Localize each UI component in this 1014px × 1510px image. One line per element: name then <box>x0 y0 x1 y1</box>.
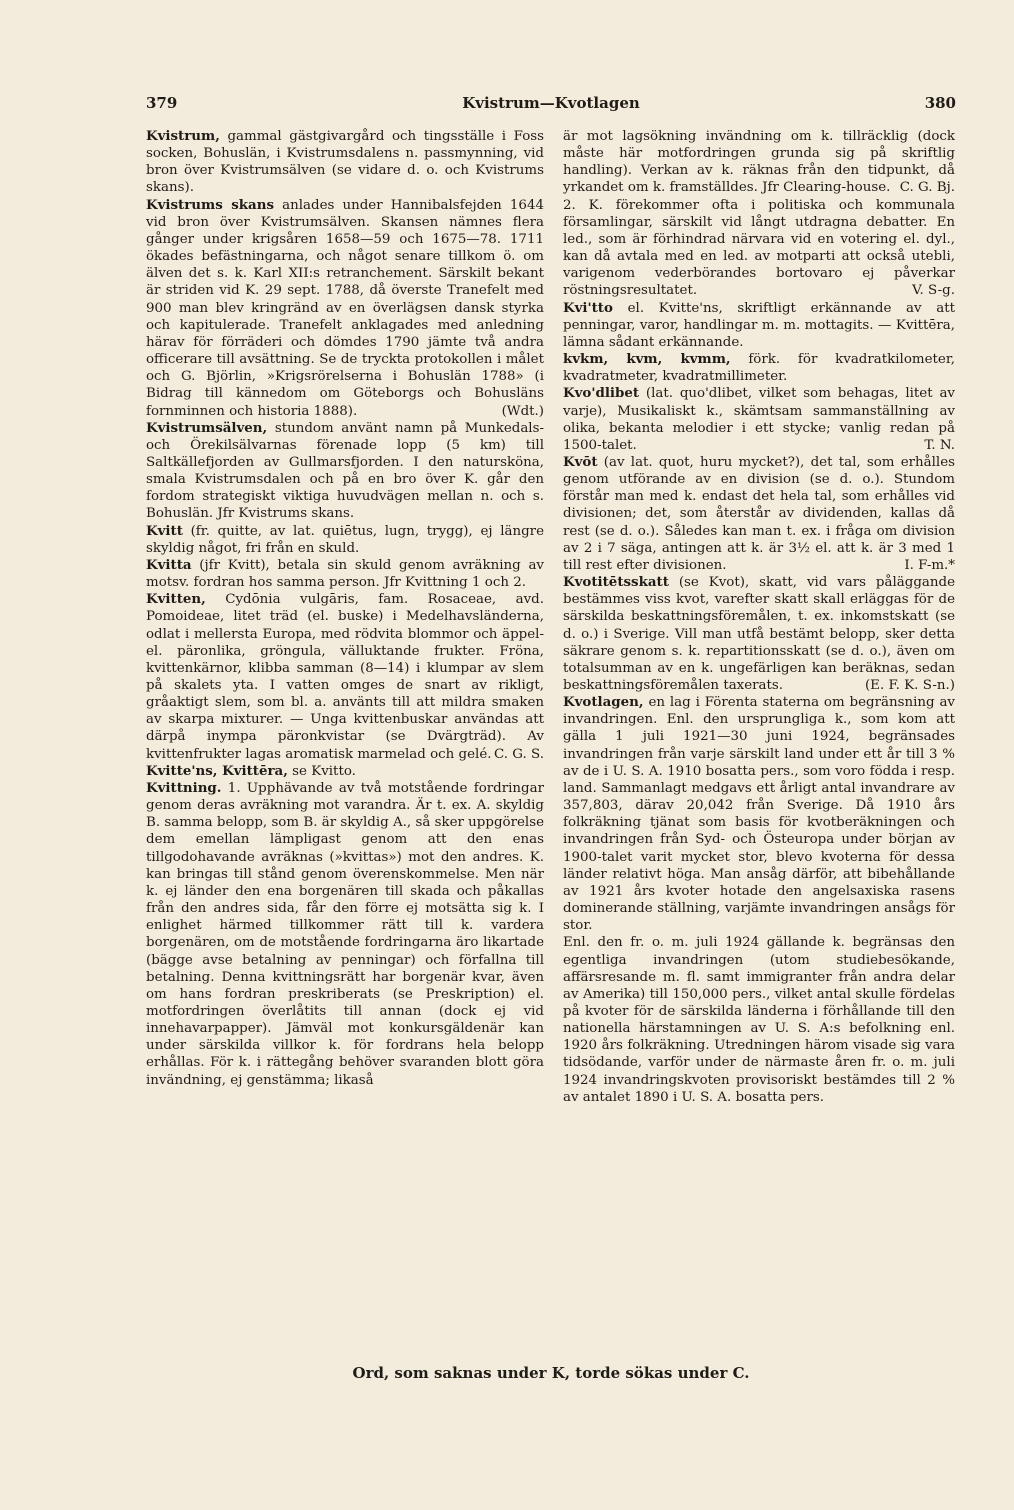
entry-text: 2. K. förekommer ofta i politiska och kommunala församlingar, särskilt vid långt utdragna debatter. En led., som är förhindrad närvara vid en votering el. dyl., kan då avtala med en led. av motparti att också utebli, varigenom vederbörandes bortovaro ej påverkar röstningsresultatet. <box>563 197 955 299</box>
article-entry <box>146 420 544 523</box>
article-entry <box>563 934 955 1106</box>
entry-text: är mot lagsökning invändning om k. tillräcklig (dock måste här motfordringen grunda sig på skriftlig handling). Verkan av k. räknas från den tidpunkt, då yrkandet om k. framställdes. Jfr Clearing-house. <box>563 129 955 196</box>
entry-headword: Kvotlagen, <box>563 694 644 711</box>
entry-text: Enl. den fr. o. m. juli 1924 gällande k. begränsas den egentliga invandringen (utom studiebesökande, affärsresande m. fl. samt immigranter från andra delar av Amerika) till 150,000 pers., vilket antal skulle fördelas på kvoter för de särskilda länderna i förhållande till den nationella härstamningen av U. S. A:s befolkning enl. 1920 års folkräkning. Utredningen härom visade sig vara tidsödande, varför under de närmaste åren fr. o. m. juli 1924 invandringskvoten provisoriskt bestämdes till 2 % av antalet 1890 i U. S. A. bosatta pers. <box>563 935 955 1105</box>
entry-headword: Kvōt <box>563 453 598 470</box>
author-signature: T. N. <box>924 437 955 453</box>
article-entry <box>146 557 544 591</box>
author-signature: I. F-m.* <box>904 557 955 573</box>
entry-text: en lag i Förenta staterna om begränsning av invandringen. Enl. den ursprungliga k., som kom att gälla 1 juli 1921—30 juni 1924, begränsades invandringen från varje särskilt land under ett år till 3 % av de i U. S. A. 1910 bosatta pers., som voro födda i resp. land. Sammanlagt medgavs ett årligt antal invandrare av 357,803, därav 20,042 från Sverige. Då 1910 års folkräkning tjänat som basis för kvotberäkningen och invandringen från Syd- och Östeuropa under början av 1900-talet varit mycket stor, blevo kvoterna för dessa länder relativt höga. Man ansåg därför, att bibehållande av 1921 års kvoter hotade den angelsaxiska rasens dominerande ställning, varjämte invandringen ansågs för stor. <box>563 695 956 934</box>
article-entry <box>563 197 955 300</box>
article-entry <box>146 128 544 197</box>
entry-text: (se Kvot), skatt, vid vars påläggande bestämmes viss kvot, varefter skatt skall erläggas för de särskilda beskattningsföremålen, t. ex. inkomstskatt (se d. o.) i Sverige. Vill man utfå bestämt belopp, sker detta säkrare genom s. k. repartitionsskatt (se d. o.), även om totalsumman av en k. ungefärligen kan beräknas, sedan beskattningsföremålen taxerats. <box>563 575 956 693</box>
entry-headword: Kvi'tto <box>563 299 613 316</box>
article-entry <box>563 300 955 351</box>
entry-text: gammal gästgivargård och tingsställe i Foss socken, Bohuslän, i Kvistrumsdalens n. passmynning, vid bron över Kvistrumsälven (se vidare d. o. och Kvistrums skans). <box>146 129 544 196</box>
article-entry <box>146 523 544 557</box>
entry-headword: Kvitt <box>146 522 183 539</box>
entry-headword: Kvistrumsälven, <box>146 419 268 436</box>
entry-text: förk. för kvadratkilometer, kvadratmeter, kvadratmillimeter. <box>563 352 956 385</box>
article-entry <box>146 591 544 763</box>
article-entry <box>146 197 544 420</box>
article-entry <box>563 574 955 694</box>
footer-note: Ord, som saknas under K, torde sökas under C. <box>352 1364 750 1382</box>
entry-headword: Kvotitētsskatt <box>563 574 669 591</box>
right-column <box>563 128 955 1106</box>
entry-text: 1. Upphävande av två motstående fordringar genom deras avräkning mot varandra. Är t. ex. A. skyldig B. samma belopp, som B. är skyldig A., så sker uppgörelse dem emellan lämpligast genom att den enas tillgodohavande avräknas (»kvittas») mot den andres. K. kan bringas till stånd genom överenskommelse. Men när k. ej länder den ena borgenären till skada och påkallas från den andres sida, får den förre ej motsätta sig k. I enlighet härmed tillkommer rätt till k. vardera borgenären, om de motstående fordringarna äro likartade (bägge avse betalning av penningar) och förfallna till betalning. Denna kvittningsrätt har borgenär kvar, även om hans fordran preskriberats (se Preskription) el. motfordringen överlåtits till annan (dock ej vid innehavarpapper). Jämväl mot konkursgäldenär kan under särskilda villkor k. för fordrans hela belopp erhållas. För k. i rättegång behöver svaranden blott göra invändning, ej genstämma; likaså <box>146 780 545 1088</box>
entry-headword: Kvistrum, <box>146 128 220 144</box>
entry-text: (av lat. quot, huru mycket?), det tal, som erhålles genom utförande av en division (se d. o.). Stundom förstår man med k. endast det hela tal, som erhålles vid divisionen; det, som återstår av dividenden, kallas då rest (se d. o.). Således kan man t. ex. i fråga om division av 2 i 7 säga, antingen att k. är 3½ el. att k. är 3 med 1 till rest efter divisionen. <box>563 454 955 573</box>
entry-text: (fr. quitte, av lat. quiētus, lugn, trygg), ej längre skyldig något, fri från en skuld. <box>146 523 544 556</box>
page-number-left: 379 <box>146 94 178 112</box>
article-entry <box>563 694 955 934</box>
page-header <box>146 94 956 116</box>
page-number-right: 380 <box>924 94 956 112</box>
entry-text: anlades under Hannibalsfejden 1644 vid bron över Kvistrumsälven. Skansen nämnes flera gånger under krigsåren 1658—59 och 1675—78. 1711 ökades befästningarna, och något senare tillkom ö. om älven det s. k. Karl XII:s retranchement. Särskilt bekant är striden vid K. 29 sept. 1788, då överste Tranefelt med 900 man blev kringränd av en överlägsen dansk styrka och kapitulerade. Tranefelt anklagades med anledning härav för förräderi och dömdes 1790 jämte två andra officerare till avsättning. Se de tryckta protokollen i målet och G. Björlin, »Krigsrörelserna i Bohuslän 1788» (i Bidrag till kännedom om Göteborgs och Bohusläns fornminnen och historia 1888). <box>146 197 544 419</box>
entry-headword: Kvittning. <box>146 779 222 796</box>
entry-text: (lat. quo'dlibet, vilket som behagas, litet av varje), Musikaliskt k., skämtsam sammanställning av olika, bekanta melodier i ett stycke; vanlig redan på 1500-talet. <box>563 386 955 453</box>
entry-headword: Kvistrums skans <box>146 196 275 213</box>
article-entry <box>563 454 955 574</box>
author-signature: C. G. S. <box>494 746 544 762</box>
author-signature: (Wdt.) <box>501 403 544 419</box>
entry-headword: Kvitten, <box>146 591 206 608</box>
article-entry <box>563 385 955 454</box>
entry-text: el. Kvitte'ns, skriftligt erkännande av att penningar, varor, handlingar m. m. mottagits. — Kvittēra, lämna sådant erkännande. <box>563 300 956 350</box>
entry-text: stundom använt namn på Munkedals- och Örekilsälvarnas förenade lopp (5 km) till Saltkällefjorden av Gullmarsfjorden. I den natursköna, smala Kvistrumsdalen och på en bro över K. går den fordom strategiskt viktiga huvudvägen mellan n. och s. Bohuslän. Jfr Kvistrums skans. <box>146 420 544 522</box>
article-entry <box>146 763 544 780</box>
entry-text: (jfr Kvitt), betala sin skuld genom avräkning av motsv. fordran hos samma person. Jfr Kvittning 1 och 2. <box>146 557 544 591</box>
author-signature: (E. F. K. S-n.) <box>864 678 955 693</box>
entry-text: Cydōnia vulgāris, fam. Rosaceae, avd. Pomoideae, litet träd (el. buske) i Medelhavsländerna, odlat i mellersta Europa, med rödvita blommor och äppel- el. päronlika, gröngula, välluktande frukter. Fröna, kvittenkärnor, klibba samman (8—14) i klumpar av slem på skalets yta. I vatten omges de snart av rikligt, gråaktigt slem, som bl. a. använts till att mildra smaken av skarpa mixturer. — Unga kvittenbuskar användas att därpå inympa päronkvistar (se Dvärgträd). Av kvittenfrukter lagas aromatisk marmelad och gelé. <box>146 592 544 762</box>
entry-headword: Kvitta <box>146 556 192 573</box>
article-entry <box>563 128 955 197</box>
article-entry <box>563 351 955 385</box>
article-entry <box>146 780 544 1089</box>
left-column <box>146 128 544 1089</box>
author-signature: C. G. Bj. <box>899 180 955 196</box>
entry-headword: Kvo'dlibet <box>563 385 640 402</box>
entry-headword: kvkm, kvm, kvmm, <box>563 351 731 368</box>
entry-text: se Kvitto. <box>292 763 356 779</box>
running-title: Kvistrum—Kvotlagen <box>462 94 640 112</box>
entry-headword: Kvitte'ns, Kvittēra, <box>146 762 288 779</box>
author-signature: V. S-g. <box>912 283 955 299</box>
